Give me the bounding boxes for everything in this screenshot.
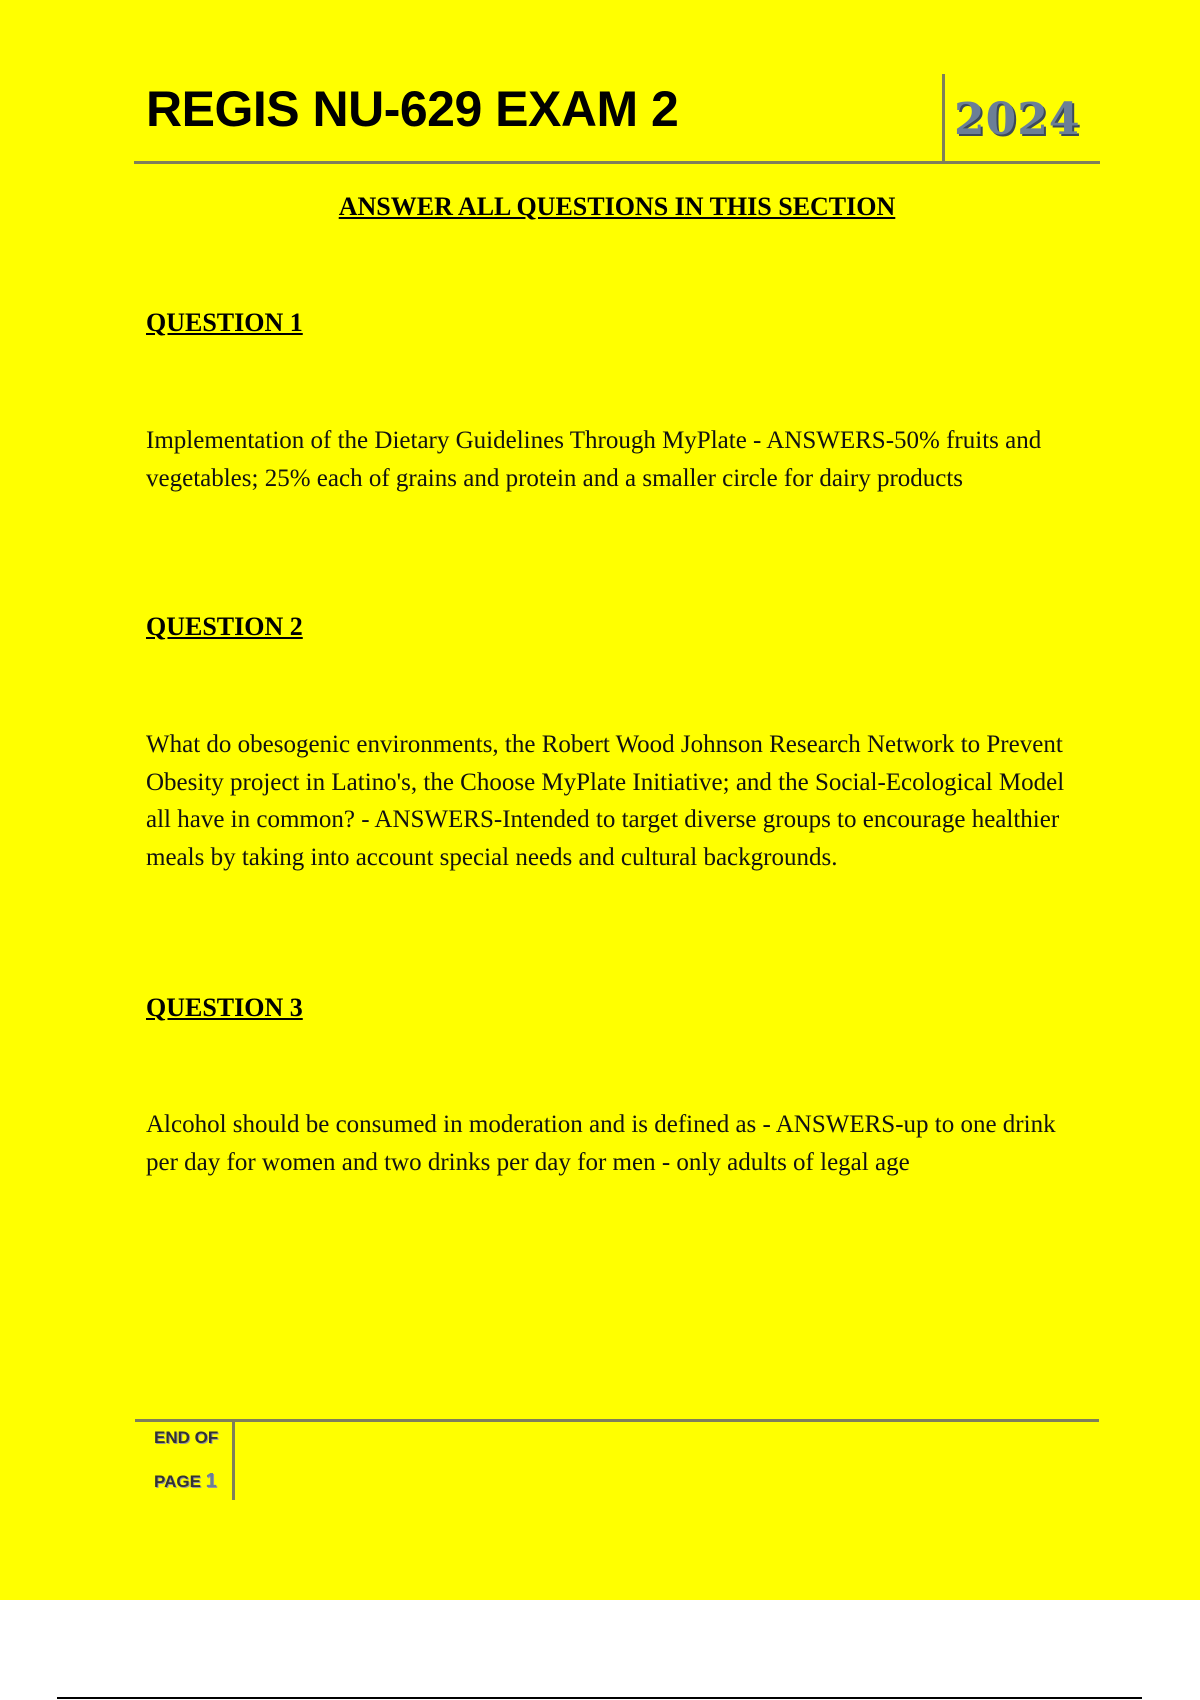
question-2-label: QUESTION 2: [146, 612, 303, 641]
bottom-rule: [57, 1697, 1142, 1699]
question-2-body: What do obesogenic environments, the Robert Wood Johnson Research Network to Prevent Obesity project in Latino's, the Choose MyPlate Initiative; and the Social-Ecological Model all have in common? - ANSWERS-Intended to target diverse groups to encourage healthier meals by taking into account special needs and cultural backgrounds.: [146, 731, 1065, 871]
footer-page-label: [154, 1470, 217, 1493]
question-1-body: Implementation of the Dietary Guidelines Through MyPlate - ANSWERS-50% fruits and vegetables; 25% each of grains and protein and a smaller circle for dairy products: [146, 427, 1042, 492]
header-rule: [134, 161, 1100, 164]
question-3-body: Alcohol should be consumed in moderation and is defined as - ANSWERS-up to one drink per day for women and two drinks per day for men - only adults of legal age: [146, 1111, 1056, 1176]
header-year: 2024: [954, 94, 1081, 145]
question-3-label: QUESTION 3: [146, 993, 303, 1022]
document-title: REGIS NU-629 EXAM 2: [146, 81, 679, 137]
section-heading: ANSWER ALL QUESTIONS IN THIS SECTION: [338, 192, 896, 221]
question-1-label: QUESTION 1: [146, 308, 303, 337]
header-divider: [942, 74, 945, 164]
document-header: [134, 72, 1100, 164]
footer-page-number: 1: [205, 1470, 217, 1492]
footer-page-word: PAGE: [154, 1472, 201, 1491]
footer-end-of-label: END OF: [154, 1428, 219, 1447]
footer-divider: [232, 1422, 235, 1500]
footer-rule: [135, 1419, 1099, 1422]
